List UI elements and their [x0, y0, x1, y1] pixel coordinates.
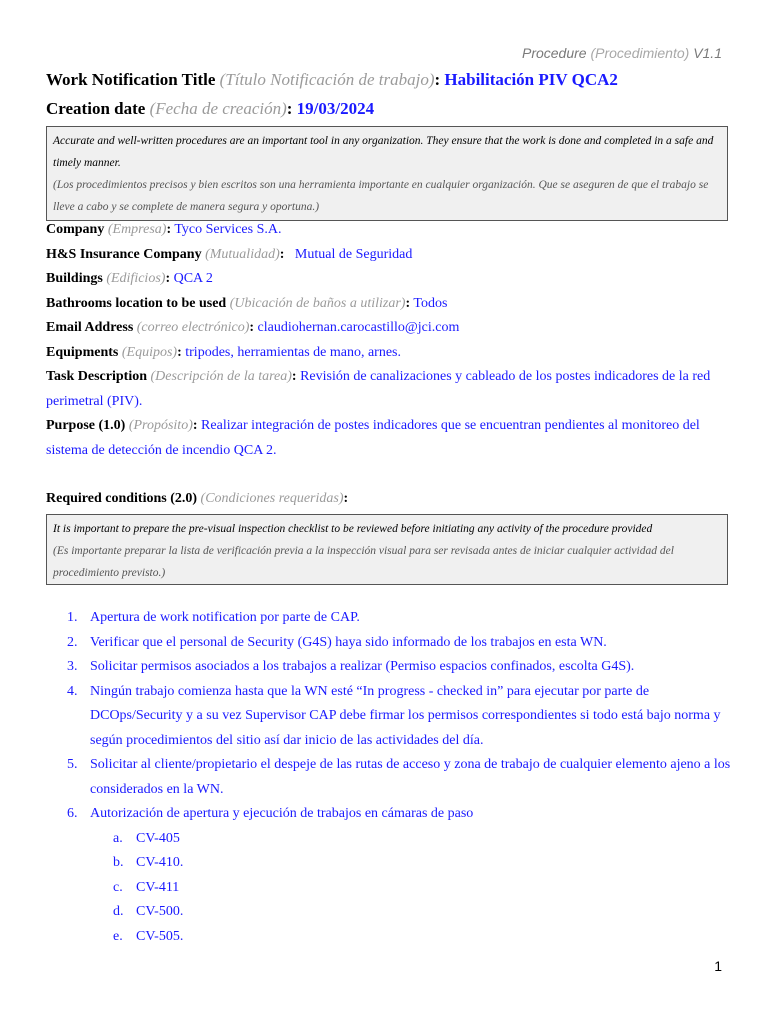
sub-list-item: c. CV-411 — [113, 879, 180, 895]
field-task-description: Task Description (Descripción de la tarea): Revisión de canalizaciones y cableado de los postes indicadores de la red perimetral (PIV). — [46, 369, 711, 409]
field-insurance: H&S Insurance Company (Mutualidad): Mutual de Seguridad — [46, 246, 413, 262]
field-buildings: Buildings (Edificios): QCA 2 — [46, 271, 213, 286]
version-label: V1.1 — [693, 45, 722, 61]
conditions-note-es: (Es importante preparar la lista de verificación previa a la inspección visual para ser revisada antes de iniciar cualquier actividad del procedimiento previsto.) — [53, 545, 674, 579]
field-email: Email Address (correo electrónico): claudiohernan.carocastillo@jci.com — [46, 320, 460, 335]
sub-list-item: e. CV-505. — [113, 928, 184, 944]
list-item: 5. Solicitar al cliente/propietario el despeje de las rutas de acceso y zona de trabajo de cualquier elemento ajeno a los considerados en la WN. — [67, 757, 731, 797]
intro-note-box — [46, 126, 728, 221]
field-purpose: Purpose (1.0) (Propósito): Realizar integración de postes indicadores que se encuentran pendientes al monitoreo del sistema de detección de incendio QCA 2. — [46, 418, 700, 458]
field-bathrooms: Bathrooms location to be used (Ubicación de baños a utilizar): Todos — [46, 295, 448, 311]
title-label: Work Notification Title — [46, 70, 216, 89]
list-item: 6. Autorización de apertura y ejecución de trabajos en cámaras de paso a. CV-405 b. CV-410. c. CV-411 d. CV-500. e. CV-505. — [46, 802, 736, 949]
intro-note-en: Accurate and well-written procedures are an important tool in any organization. They ensure that the work is done and completed in a safe and timely manner. — [53, 135, 714, 169]
work-notification-title: Work Notification Title (Título Notificación de trabajo): Habilitación PIV QCA2 — [46, 70, 618, 89]
sub-steps-list — [90, 827, 736, 950]
list-item: 1. Apertura de work notification por parte de CAP. — [67, 610, 360, 625]
title-label-es: (Título Notificación de trabajo) — [219, 70, 435, 89]
procedure-label: Procedure — [521, 45, 587, 61]
list-item: 4. Ningún trabajo comienza hasta que la WN esté “In progress - checked in” para ejecutar por parte de DCOps/Security y a su vez Supervisor CAP debe firmar los permisos correspondientes si todo está bajo norma y según procedimientos del sitio así dar inicio de las actividades del día. — [67, 683, 721, 748]
procedure-label-es: (Procedimiento) — [590, 45, 690, 61]
conditions-note-en: It is important to prepare the pre-visual inspection checklist to be reviewed before initiating any activity of the procedure provided — [53, 523, 653, 535]
page-number: 1 — [714, 958, 722, 974]
document-version-header — [522, 45, 722, 61]
sub-list-item: a. CV-405 — [113, 830, 180, 846]
title-value: Habilitación PIV QCA2 — [444, 70, 618, 89]
list-item: 2. Verificar que el personal de Security (G4S) haya sido informado de los trabajos en esta WN. — [67, 634, 607, 650]
field-equipments: Equipments (Equipos): tripodes, herramientas de mano, arnes. — [46, 344, 402, 360]
creation-value: 19/03/2024 — [296, 99, 375, 118]
creation-date: Creation date (Fecha de creación): 19/03/2024 — [46, 99, 375, 118]
list-item: 3. Solicitar permisos asociados a los trabajos a realizar (Permiso espacios confinados, escolta G4S). — [67, 659, 635, 674]
procedure-steps-list — [46, 606, 736, 949]
creation-label-es: (Fecha de creación) — [149, 99, 287, 118]
conditions-note-box — [46, 514, 728, 585]
creation-label: Creation date — [46, 99, 146, 118]
intro-note-es: (Los procedimientos precisos y bien escritos son una herramienta importante en cualquier organización. Que se aseguren de que el trabajo se lleve a cabo y se complete de manera segura y oportuna.) — [53, 179, 709, 213]
sub-list-item: d. CV-500. — [113, 904, 184, 919]
required-conditions-heading: Required conditions (2.0) (Condiciones requeridas): — [46, 491, 349, 506]
field-company: Company (Empresa): Tyco Services S.A. — [46, 222, 282, 237]
sub-list-item: b. CV-410. — [113, 855, 184, 870]
